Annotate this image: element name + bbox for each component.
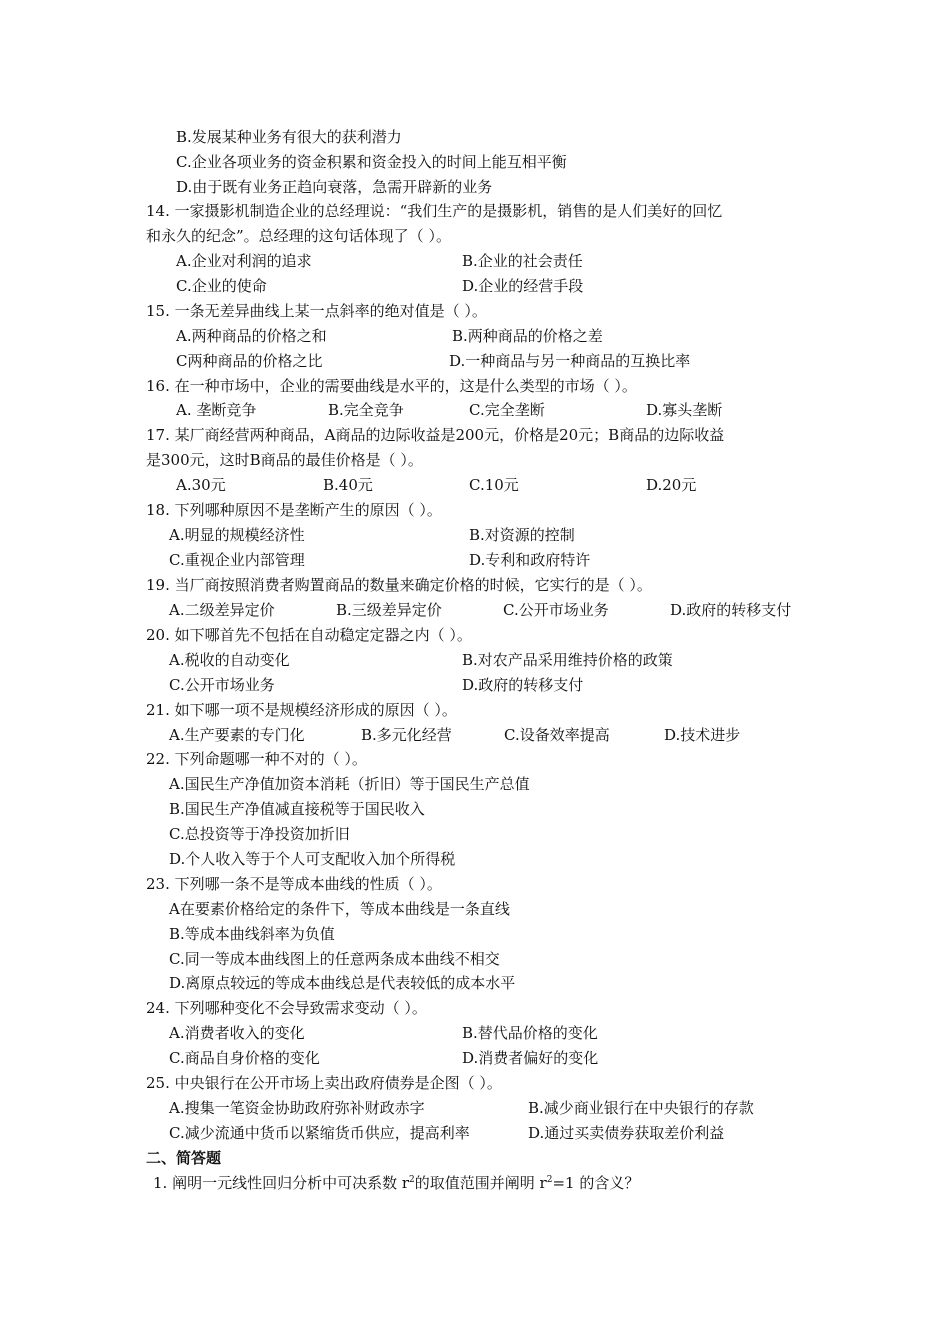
q23-option-c: C.同一等成本曲线图上的任意两条成本曲线不相交 (169, 950, 500, 968)
q16-stem: 16. 在一种市场中，企业的需要曲线是水平的，这是什么类型的市场（ ）。 (146, 377, 637, 395)
q20-option-a: A.税收的自动变化 (169, 651, 290, 669)
q16-option-b: B.完全竞争 (328, 401, 404, 419)
q16-option-a: A. 垄断竞争 (176, 401, 257, 419)
q24-stem: 24. 下列哪种变化不会导致需求变动（ ）。 (146, 999, 427, 1017)
q20-option-d: D.政府的转移支付 (462, 676, 584, 694)
q25-stem: 25. 中央银行在公开市场上卖出政府债券是企图（ ）。 (146, 1074, 502, 1092)
q14-option-d: D.企业的经营手段 (462, 277, 584, 295)
q25-option-c: C.减少流通中货币以紧缩货币供应，提高利率 (169, 1124, 470, 1142)
q22-option-c: C.总投资等于净投资加折旧 (169, 825, 350, 843)
q18-option-c: C.重视企业内部管理 (169, 551, 305, 569)
q24-option-a: A.消费者收入的变化 (169, 1024, 305, 1042)
q23-option-a: A在要素价格给定的条件下，等成本曲线是一条直线 (169, 900, 510, 918)
q15-stem: 15. 一条无差异曲线上某一点斜率的绝对值是（ ）。 (146, 302, 487, 320)
q23-option-d: D.离原点较远的等成本曲线总是代表较低的成本水平 (169, 974, 516, 992)
q22-option-d: D.个人收入等于个人可支配收入加个所得税 (169, 850, 456, 868)
q16-option-d: D.寡头垄断 (646, 401, 723, 419)
q20-stem: 20. 如下哪首先不包括在自动稳定定器之内（ ）。 (146, 626, 472, 644)
q19-option-c: C.公开市场业务 (503, 601, 609, 619)
q17-stem-line1: 17. 某厂商经营两种商品，A商品的边际收益是200元，价格是20元；B商品的边际收益 (146, 426, 725, 444)
q17-option-c: C.10元 (469, 476, 519, 494)
q22-option-b: B.国民生产净值减直接税等于国民收入 (169, 800, 425, 818)
q15-option-a: A.两种商品的价格之和 (176, 327, 327, 345)
q14-option-c: C.企业的使命 (176, 277, 267, 295)
q23-option-b: B.等成本曲线斜率为负值 (169, 925, 335, 943)
q19-stem: 19. 当厂商按照消费者购置商品的数量来确定价格的时候，它实行的是（ ）。 (146, 576, 652, 594)
q17-option-b: B.40元 (323, 476, 373, 494)
q14-option-b: B.企业的社会责任 (462, 252, 583, 270)
q13-option-d: D.由于既有业务正趋向衰落，急需开辟新的业务 (176, 178, 493, 196)
q13-option-b: B.发展某种业务有很大的获利潜力 (176, 128, 402, 146)
q19-option-d: D.政府的转移支付 (670, 601, 792, 619)
q25-option-b: B.减少商业银行在中央银行的存款 (528, 1099, 754, 1117)
q14-option-a: A.企业对利润的追求 (176, 252, 312, 270)
sa1-superscript-2: 2 (546, 1175, 553, 1185)
q15-option-d: D.一种商品与另一种商品的互换比率 (449, 352, 691, 370)
q18-stem: 18. 下列哪种原因不是垄断产生的原因（ ）。 (146, 501, 442, 519)
q14-stem-line1: 14. 一家摄影机制造企业的总经理说：“我们生产的是摄影机，销售的是人们美好的回忆 (146, 202, 723, 220)
q17-option-d: D.20元 (646, 476, 697, 494)
q20-option-b: B.对农产品采用维持价格的政策 (462, 651, 673, 669)
q19-option-b: B.三级差异定价 (336, 601, 442, 619)
q19-option-a: A.二级差异定价 (169, 601, 275, 619)
q21-option-a: A.生产要素的专门化 (169, 726, 305, 744)
q17-stem-line2: 是300元，这时B商品的最佳价格是（ ）。 (146, 451, 423, 469)
sa1-superscript-1: 2 (409, 1175, 415, 1185)
q23-stem: 23. 下列哪一条不是等成本曲线的性质（ ）。 (146, 875, 442, 893)
q20-option-c: C.公开市场业务 (169, 676, 275, 694)
q21-option-d: D.技术进步 (664, 726, 741, 744)
q15-option-c: C两种商品的价格之比 (176, 352, 323, 370)
q16-option-c: C.完全垄断 (469, 401, 545, 419)
q21-option-c: C.设备效率提高 (504, 726, 610, 744)
q21-option-b: B.多元化经营 (361, 726, 452, 744)
q18-option-b: B.对资源的控制 (469, 526, 575, 544)
sa1-text-end: =1 的含义？ (552, 1174, 640, 1192)
short-answer-question-1 (153, 1173, 639, 1193)
q17-option-a: A.30元 (176, 476, 226, 494)
q25-option-a: A.搜集一笔资金协助政府弥补财政赤字 (169, 1099, 425, 1117)
q18-option-a: A.明显的规模经济性 (169, 526, 305, 544)
q24-option-b: B.替代品价格的变化 (462, 1024, 598, 1042)
q24-option-d: D.消费者偏好的变化 (462, 1049, 599, 1067)
q14-stem-line2: 和永久的纪念”。总经理的这句话体现了（ ）。 (146, 227, 451, 245)
sa1-text-middle: 的取值范围并阐明 r (414, 1174, 547, 1192)
sa1-text-start: 1. 阐明一元线性回归分析中可决系数 r (153, 1174, 410, 1192)
q22-stem: 22. 下列命题哪一种不对的（ ）。 (146, 750, 367, 768)
section-heading-short-answer: 二、简答题 (146, 1149, 222, 1167)
q21-stem: 21. 如下哪一项不是规模经济形成的原因（ ）。 (146, 701, 457, 719)
q22-option-a: A.国民生产净值加资本消耗（折旧）等于国民生产总值 (169, 775, 530, 793)
q18-option-d: D.专利和政府特许 (469, 551, 591, 569)
q24-option-c: C.商品自身价格的变化 (169, 1049, 320, 1067)
q15-option-b: B.两种商品的价格之差 (452, 327, 603, 345)
q13-option-c: C.企业各项业务的资金积累和资金投入的时间上能互相平衡 (176, 153, 567, 171)
q25-option-d: D.通过买卖债券获取差价利益 (528, 1124, 725, 1142)
